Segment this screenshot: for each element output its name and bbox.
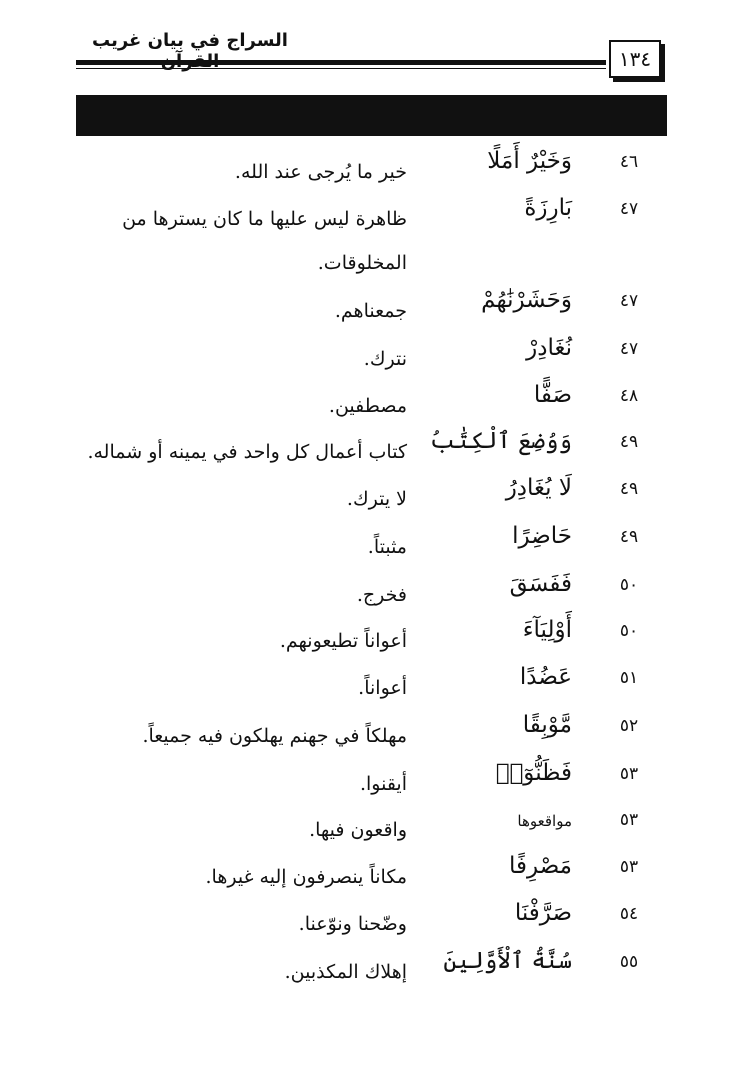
- verse-number: ٥٢: [619, 716, 639, 736]
- verse-number: ٤٦: [619, 152, 639, 172]
- quran-word: وَوُضِعَ ٱلْكِتَٰبُ: [429, 428, 572, 454]
- verse-number: ٥٣: [619, 764, 639, 784]
- word-meaning: كتاب أعمال كل واحد في يمينه أو شماله.: [87, 441, 407, 463]
- quran-word: نُغَادِرْ: [526, 335, 572, 361]
- entry-row: [76, 195, 667, 274]
- word-meaning: أعواناً تطيعونهم.: [279, 630, 407, 652]
- entry-row: [76, 760, 667, 800]
- entry-row: [76, 853, 667, 893]
- word-meaning: لا يترك.: [346, 488, 407, 510]
- quran-word: فَفَسَقَ: [509, 571, 572, 597]
- verse-number: ٤٧: [619, 199, 639, 219]
- quran-word: صَرَّفْنَا: [514, 900, 572, 926]
- entry-row: [76, 712, 667, 752]
- verse-number: ٥٠: [619, 575, 639, 595]
- verse-number: ٥٣: [619, 810, 639, 830]
- word-meaning: مكاناً ينصرفون إليه غيرها.: [205, 866, 407, 888]
- word-meaning: فخرج.: [356, 584, 407, 606]
- quran-word: وَخَيْرٌ أَمَلًا: [487, 148, 572, 174]
- word-meaning: نترك.: [363, 348, 407, 370]
- header-rule-thin: [76, 68, 606, 69]
- verse-number: ٤٩: [619, 527, 639, 547]
- word-meaning: واقعون فيها.: [309, 819, 407, 841]
- quran-word: مَّوْبِقًا: [522, 712, 572, 738]
- word-meaning: مثبتاً.: [367, 536, 407, 558]
- entry-row: [76, 287, 667, 327]
- quran-word: فَظَنُّوٓا۟: [495, 760, 572, 786]
- word-meaning: مصطفين.: [328, 395, 407, 417]
- word-meaning: أيقنوا.: [359, 773, 407, 795]
- word-meaning: أعواناً.: [358, 677, 407, 699]
- word-meaning: إهلاك المكذبين.: [284, 961, 407, 983]
- verse-number: ٥٣: [619, 857, 639, 877]
- entry-row: [76, 148, 667, 188]
- quran-word: مَصْرِفًا: [509, 853, 572, 879]
- entry-row: [76, 617, 667, 657]
- verse-number: ٥١: [619, 668, 639, 688]
- entry-row: [76, 806, 667, 846]
- verse-number: ٤٩: [619, 479, 639, 499]
- quran-word: أَوْلِيَآءَ: [522, 617, 572, 643]
- word-meaning: ظاهرة ليس عليها ما كان يسترها من المخلوقات.: [122, 208, 407, 274]
- quran-word: عَضُدًا: [519, 664, 572, 690]
- quran-word: حَاضِرًا: [512, 523, 572, 549]
- entry-row: [76, 428, 667, 468]
- verse-number: ٤٧: [619, 291, 639, 311]
- entry-row: [76, 664, 667, 704]
- word-meaning: خير ما يُرجى عند الله.: [234, 161, 407, 183]
- word-meaning: مهلكاً في جهنم يهلكون فيه جميعاً.: [142, 725, 407, 747]
- verse-number: ٥٥: [619, 952, 639, 972]
- verse-number: ٥٠: [619, 621, 639, 641]
- quran-word: وَحَشَرْنَٰهُمْ: [481, 287, 572, 313]
- entry-row: [76, 523, 667, 563]
- quran-word: صَفًّا: [533, 382, 572, 408]
- quran-word: بَارِزَةً: [524, 195, 572, 221]
- entry-row: [76, 571, 667, 611]
- word-meaning: وضّحنا ونوّعنا.: [298, 913, 407, 935]
- entry-row: [76, 335, 667, 375]
- verse-number: ٥٤: [619, 904, 639, 924]
- entry-row: [76, 900, 667, 940]
- quran-word: مواقعوها: [517, 812, 572, 830]
- entry-row: [76, 475, 667, 515]
- running-header-title: السراج في بيان غريب: [92, 30, 288, 51]
- entry-row: [76, 382, 667, 422]
- entry-row: [76, 948, 667, 988]
- page-number: ١٣٤: [609, 40, 661, 78]
- black-header-band: [76, 95, 667, 136]
- verse-number: ٤٨: [619, 386, 639, 406]
- header-rule-thick: [76, 60, 606, 65]
- word-meaning: جمعناهم.: [334, 300, 407, 322]
- verse-number: ٤٧: [619, 339, 639, 359]
- verse-number: ٤٩: [619, 432, 639, 452]
- quran-word: لَا يُغَادِرُ: [505, 475, 572, 501]
- quran-word: سُنَّةُ ٱلْأَوَّلِينَ: [443, 948, 572, 974]
